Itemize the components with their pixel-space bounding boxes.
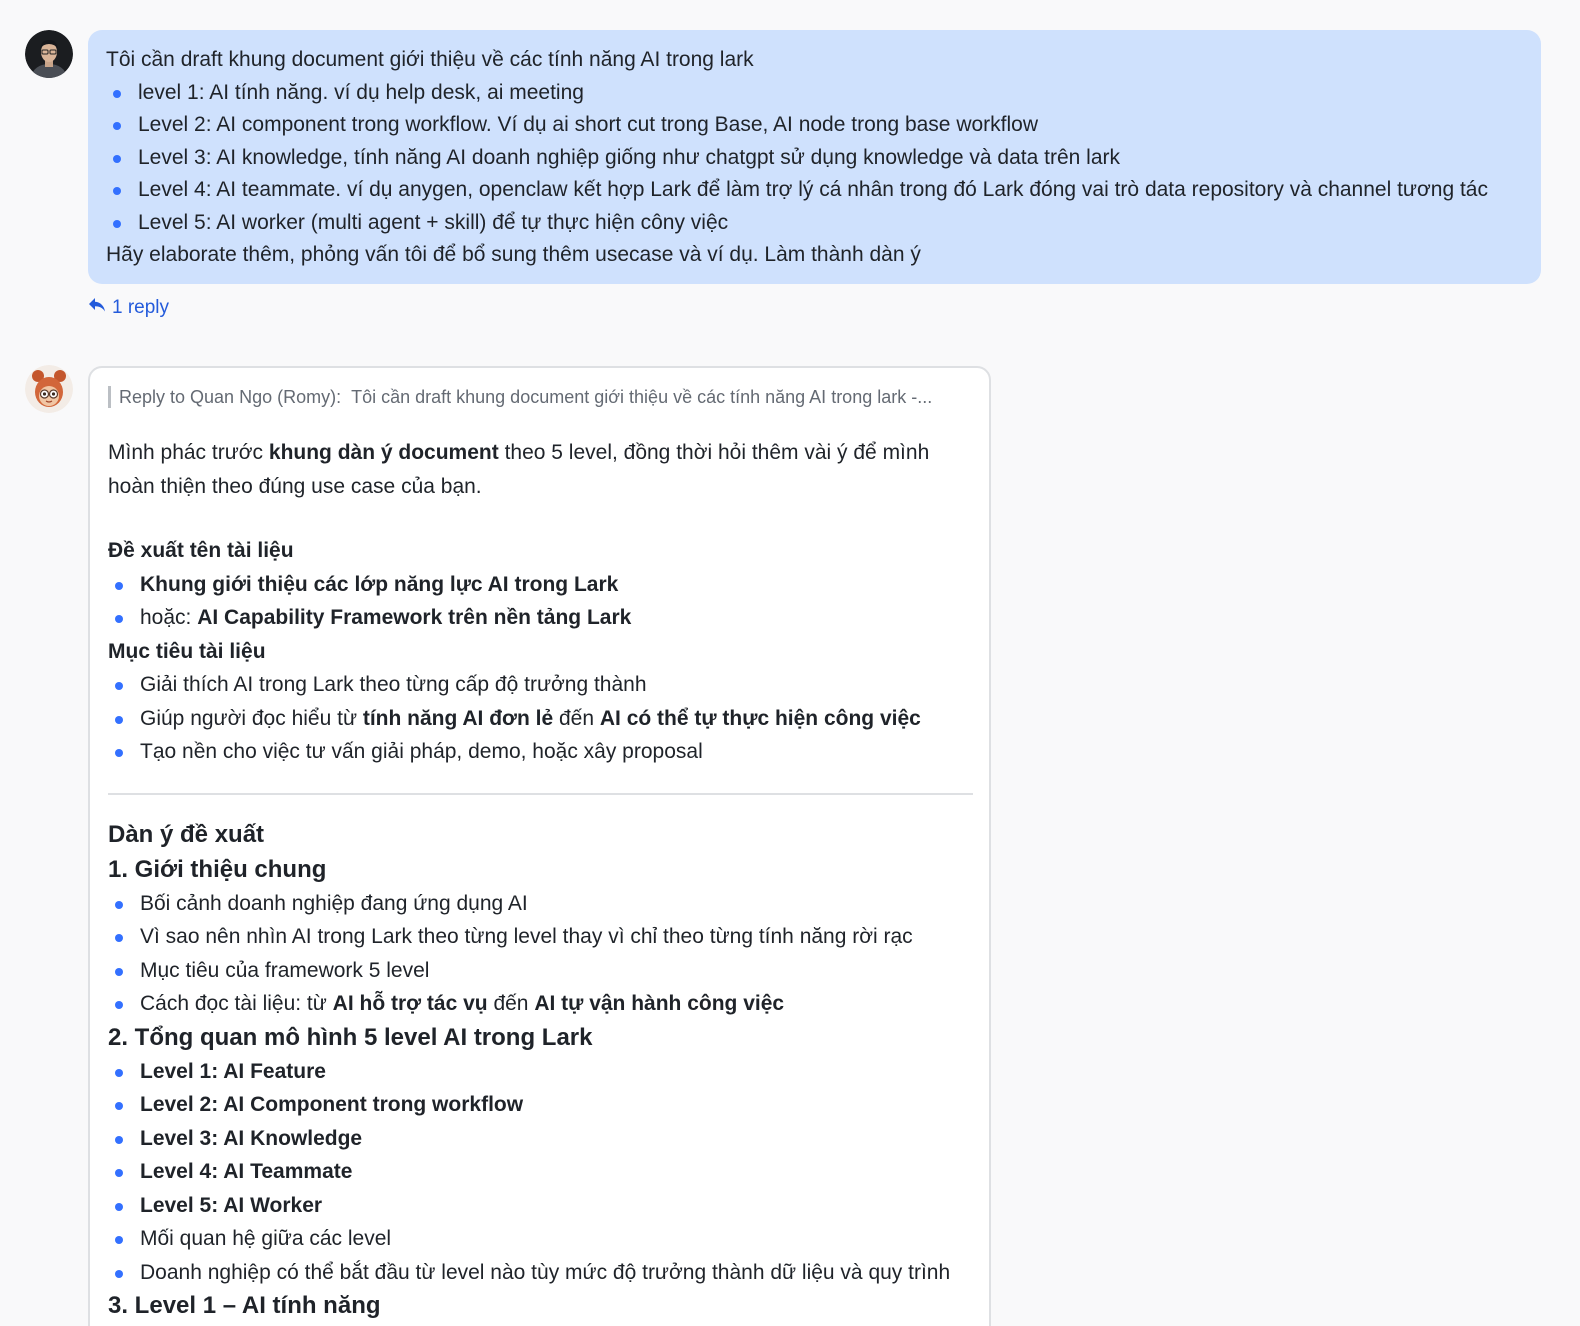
bot-avatar[interactable] (25, 365, 73, 413)
user-avatar[interactable] (25, 30, 73, 78)
section2-list (108, 1055, 971, 1290)
list-item: level 1: AI tính năng. ví dụ help desk, ai meeting (106, 77, 1523, 110)
title-options-list (108, 568, 971, 635)
list-item: Giải thích AI trong Lark theo từng cấp độ trưởng thành (108, 668, 971, 702)
list-item: Level 2: AI component trong workflow. Ví dụ ai short cut trong Base, AI node trong base workflow (106, 109, 1523, 142)
outline-heading: Dàn ý đề xuất (108, 820, 265, 848)
list-item: Level 5: AI Worker (108, 1189, 971, 1223)
list-item: Level 4: AI teammate. ví dụ anygen, openclaw kết hợp Lark để làm trợ lý cá nhân trong đó Lark đóng vai trò data repository và channel tương tác (106, 174, 1523, 207)
list-item: Bối cảnh doanh nghiệp đang ứng dụng AI (108, 887, 971, 921)
intro-paragraph: Mình phác trước khung dàn ý document theo 5 level, đồng thời hỏi thêm vài ý để mình (108, 441, 930, 464)
list-item: Level 3: AI knowledge, tính năng AI doanh nghiệp giống như chatgpt sử dụng knowledge và data trên lark (106, 142, 1523, 175)
section1-list (108, 887, 971, 1021)
list-item: Cách đọc tài liệu: từ AI hỗ trợ tác vụ đến AI tự vận hành công việc (108, 987, 971, 1021)
list-item: Mối quan hệ giữa các level (108, 1222, 971, 1256)
message-outro: Hãy elaborate thêm, phỏng vấn tôi để bổ sung thêm usecase và ví dụ. Làm thành dàn ý (106, 243, 921, 266)
list-item: Level 1: AI Feature (108, 1055, 971, 1089)
message-intro: Tôi cần draft khung document giới thiệu về các tính năng AI trong lark (106, 48, 754, 71)
list-item: Level 2: AI Component trong workflow (108, 1088, 971, 1122)
quote-text: Tôi cần draft khung document giới thiệu về các tính năng AI trong lark -... (351, 387, 933, 407)
message-body (108, 436, 971, 1323)
list-item: Doanh nghiệp có thể bắt đầu từ level nào tùy mức độ trưởng thành dữ liệu và quy trình (108, 1256, 971, 1290)
list-item: Level 4: AI Teammate (108, 1155, 971, 1189)
list-item: Tạo nền cho việc tư vấn giải pháp, demo, hoặc xây proposal (108, 735, 971, 769)
reply-arrow-icon (88, 297, 106, 319)
bot-message-card (88, 366, 991, 1326)
user-message-bubble (88, 30, 1541, 284)
list-item: Level 3: AI Knowledge (108, 1122, 971, 1156)
goal-list (108, 668, 971, 769)
intro-paragraph-line2: hoàn thiện theo đúng use case của bạn. (108, 474, 482, 498)
section-heading: 3. Level 1 – AI tính năng (108, 1292, 381, 1319)
levels-list (106, 77, 1523, 240)
list-item: Vì sao nên nhìn AI trong Lark theo từng level thay vì chỉ theo từng tính năng rời rạc (108, 920, 971, 954)
list-item: hoặc: AI Capability Framework trên nền tảng Lark (108, 601, 971, 635)
reply-count: 1 reply (112, 297, 170, 318)
quote-prefix: Reply to Quan Ngo (Romy): (119, 387, 342, 407)
thread-reply-link[interactable] (88, 294, 169, 322)
reply-quote[interactable] (108, 386, 966, 408)
divider (108, 793, 973, 795)
list-item: Mục tiêu của framework 5 level (108, 954, 971, 988)
list-item: Khung giới thiệu các lớp năng lực AI trong Lark (108, 568, 971, 602)
title-heading: Đề xuất tên tài liệu (108, 539, 294, 562)
goal-heading: Mục tiêu tài liệu (108, 639, 266, 663)
section-heading: 2. Tổng quan mô hình 5 level AI trong Lark (108, 1023, 593, 1051)
list-item: Level 5: AI worker (multi agent + skill) để tự thực hiện côny việc (106, 207, 1523, 240)
section-heading: 1. Giới thiệu chung (108, 855, 327, 883)
list-item: Giúp người đọc hiểu từ tính năng AI đơn lẻ đến AI có thể tự thực hiện công việc (108, 702, 971, 736)
